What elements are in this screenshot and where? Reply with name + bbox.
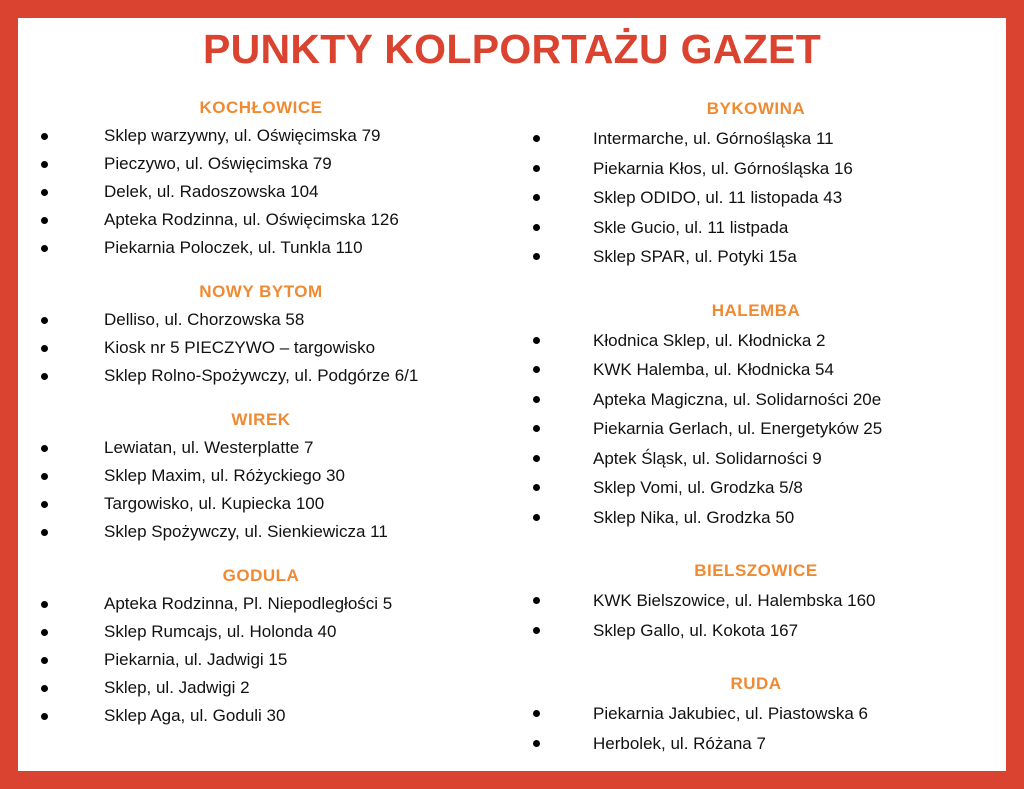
bullet-icon — [533, 740, 540, 747]
list-item-text: Lewiatan, ul. Westerplatte 7 — [104, 438, 314, 457]
list-item — [18, 122, 504, 150]
section-bykowina — [506, 94, 1006, 272]
bullet-icon — [41, 473, 48, 480]
list-item-text: Kłodnica Sklep, ul. Kłodnicka 2 — [593, 330, 826, 350]
bullet-icon — [533, 135, 540, 142]
list-item — [18, 206, 504, 234]
list-item-text: Sklep, ul. Jadwigi 2 — [104, 678, 250, 697]
list-item — [506, 616, 1006, 646]
list-item-text: Piekarnia Poloczek, ul. Tunkla 110 — [104, 238, 363, 257]
bullet-icon — [533, 337, 540, 344]
bullet-icon — [533, 627, 540, 634]
section-heading: BIELSZOWICE — [694, 561, 818, 580]
bullet-icon — [41, 161, 48, 168]
list-item — [506, 124, 1006, 154]
list-item-text: Piekarnia, ul. Jadwigi 15 — [104, 650, 288, 669]
distribution-point-list — [18, 306, 504, 390]
list-item-text: Herbolek, ul. Różana 7 — [593, 733, 766, 753]
list-item-text: Targowisko, ul. Kupiecka 100 — [104, 494, 325, 513]
list-item-text: Skle Gucio, ul. 11 listpada — [593, 217, 789, 237]
list-item — [506, 213, 1006, 243]
list-item-text: KWK Halemba, ul. Kłodnicka 54 — [593, 360, 834, 379]
section-kochlowice — [18, 94, 504, 262]
list-item-text: Sklep Vomi, ul. Grodzka 5/8 — [593, 478, 803, 497]
list-item — [18, 334, 504, 362]
bullet-icon — [41, 345, 48, 352]
bullet-icon — [533, 165, 540, 172]
section-heading: NOWY BYTOM — [199, 282, 323, 301]
bullet-icon — [41, 373, 48, 380]
bullet-icon — [41, 657, 48, 664]
list-item — [18, 590, 504, 618]
list-item-text: Sklep Rumcajs, ul. Holonda 40 — [104, 622, 337, 641]
list-item-text: Sklep Spożywczy, ul. Sienkiewicza 11 — [104, 522, 388, 541]
section-ruda — [506, 669, 1006, 758]
list-item — [506, 444, 1006, 474]
section-heading: KOCHŁOWICE — [199, 98, 323, 117]
bullet-icon — [41, 629, 48, 636]
distribution-point-list — [18, 434, 504, 546]
section-heading: WIREK — [231, 410, 291, 429]
bullet-icon — [533, 425, 540, 432]
page-title: PUNKTY KOLPORTAŻU GAZET — [202, 26, 822, 72]
bullet-icon — [41, 529, 48, 536]
list-item — [18, 306, 504, 334]
distribution-point-list — [18, 122, 504, 262]
list-item — [506, 326, 1006, 356]
list-item-text: Sklep warzywny, ul. Oświęcimska 79 — [104, 126, 381, 145]
list-item-text: Aptek Śląsk, ul. Solidarności 9 — [593, 448, 822, 468]
list-item — [506, 183, 1006, 213]
list-item — [506, 586, 1006, 616]
list-item — [18, 646, 504, 674]
list-item — [506, 242, 1006, 272]
distribution-point-list — [18, 590, 504, 730]
list-item-text: Sklep ODIDO, ul. 11 listopada 43 — [593, 188, 843, 207]
bullet-icon — [41, 189, 48, 196]
bullet-icon — [533, 597, 540, 604]
bullet-icon — [41, 445, 48, 452]
section-halemba — [506, 296, 1006, 533]
bullet-icon — [41, 217, 48, 224]
distribution-point-list — [506, 326, 1006, 533]
bullet-icon — [533, 366, 540, 373]
section-nowy-bytom — [18, 278, 504, 390]
bullet-icon — [533, 396, 540, 403]
section-wirek — [18, 406, 504, 546]
list-item — [506, 355, 1006, 385]
list-item-text: Kiosk nr 5 PIECZYWO – targowisko — [104, 338, 376, 357]
list-item — [18, 362, 504, 390]
list-item-text: Apteka Rodzinna, ul. Oświęcimska 126 — [104, 210, 399, 229]
list-item-text: Piekarnia Gerlach, ul. Energetyków 25 — [593, 419, 883, 438]
section-godula — [18, 562, 504, 730]
list-item — [506, 414, 1006, 444]
bullet-icon — [533, 484, 540, 491]
list-item-text: Sklep Aga, ul. Goduli 30 — [104, 706, 286, 725]
list-item-text: Sklep Maxim, ul. Różyckiego 30 — [104, 466, 345, 485]
list-item-text: Piekarnia Jakubiec, ul. Piastowska 6 — [593, 704, 868, 723]
distribution-point-list — [506, 699, 1006, 758]
section-bielszowice — [506, 556, 1006, 645]
bullet-icon — [533, 194, 540, 201]
right-column — [506, 94, 1006, 758]
list-item — [18, 234, 504, 262]
list-item-text: Sklep SPAR, ul. Potyki 15a — [593, 247, 797, 266]
list-item — [18, 178, 504, 206]
list-item — [506, 699, 1006, 729]
list-item — [506, 154, 1006, 184]
list-item-text: Pieczywo, ul. Oświęcimska 79 — [104, 154, 332, 173]
list-item — [18, 674, 504, 702]
list-item — [506, 729, 1006, 759]
bullet-icon — [41, 713, 48, 720]
list-item — [18, 518, 504, 546]
bullet-icon — [533, 253, 540, 260]
list-item — [18, 462, 504, 490]
bullet-icon — [41, 133, 48, 140]
section-heading: GODULA — [222, 566, 300, 585]
list-item — [18, 150, 504, 178]
bullet-icon — [41, 685, 48, 692]
section-heading: RUDA — [730, 674, 782, 693]
list-item — [18, 490, 504, 518]
section-heading: HALEMBA — [711, 300, 801, 320]
list-item-text: Apteka Magiczna, ul. Solidarności 20e — [593, 389, 882, 409]
distribution-point-list — [506, 586, 1006, 645]
list-item — [18, 618, 504, 646]
bullet-icon — [533, 224, 540, 231]
bullet-icon — [41, 501, 48, 508]
list-item-text: KWK Bielszowice, ul. Halembska 160 — [593, 591, 876, 610]
list-item-text: Delliso, ul. Chorzowska 58 — [104, 310, 305, 329]
bullet-icon — [41, 601, 48, 608]
list-item-text: Sklep Gallo, ul. Kokota 167 — [593, 620, 799, 640]
bullet-icon — [533, 710, 540, 717]
list-item — [506, 473, 1006, 503]
bullet-icon — [533, 455, 540, 462]
list-item-text: Sklep Nika, ul. Grodzka 50 — [593, 507, 795, 527]
list-item-text: Apteka Rodzinna, Pl. Niepodległości 5 — [104, 594, 393, 613]
list-item — [506, 385, 1006, 415]
list-item — [18, 434, 504, 462]
list-item — [506, 503, 1006, 533]
list-item-text: Sklep Rolno-Spożywczy, ul. Podgórze 6/1 — [104, 366, 419, 385]
list-item-text: Intermarche, ul. Górnośląska 11 — [593, 129, 834, 148]
section-heading: BYKOWINA — [706, 99, 806, 118]
list-item-text: Delek, ul. Radoszowska 104 — [104, 182, 319, 201]
bullet-icon — [41, 317, 48, 324]
distribution-point-list — [506, 124, 1006, 272]
bullet-icon — [41, 245, 48, 252]
list-item — [18, 702, 504, 730]
bullet-icon — [533, 514, 540, 521]
list-item-text: Piekarnia Kłos, ul. Górnośląska 16 — [593, 158, 853, 178]
left-column — [18, 94, 504, 730]
